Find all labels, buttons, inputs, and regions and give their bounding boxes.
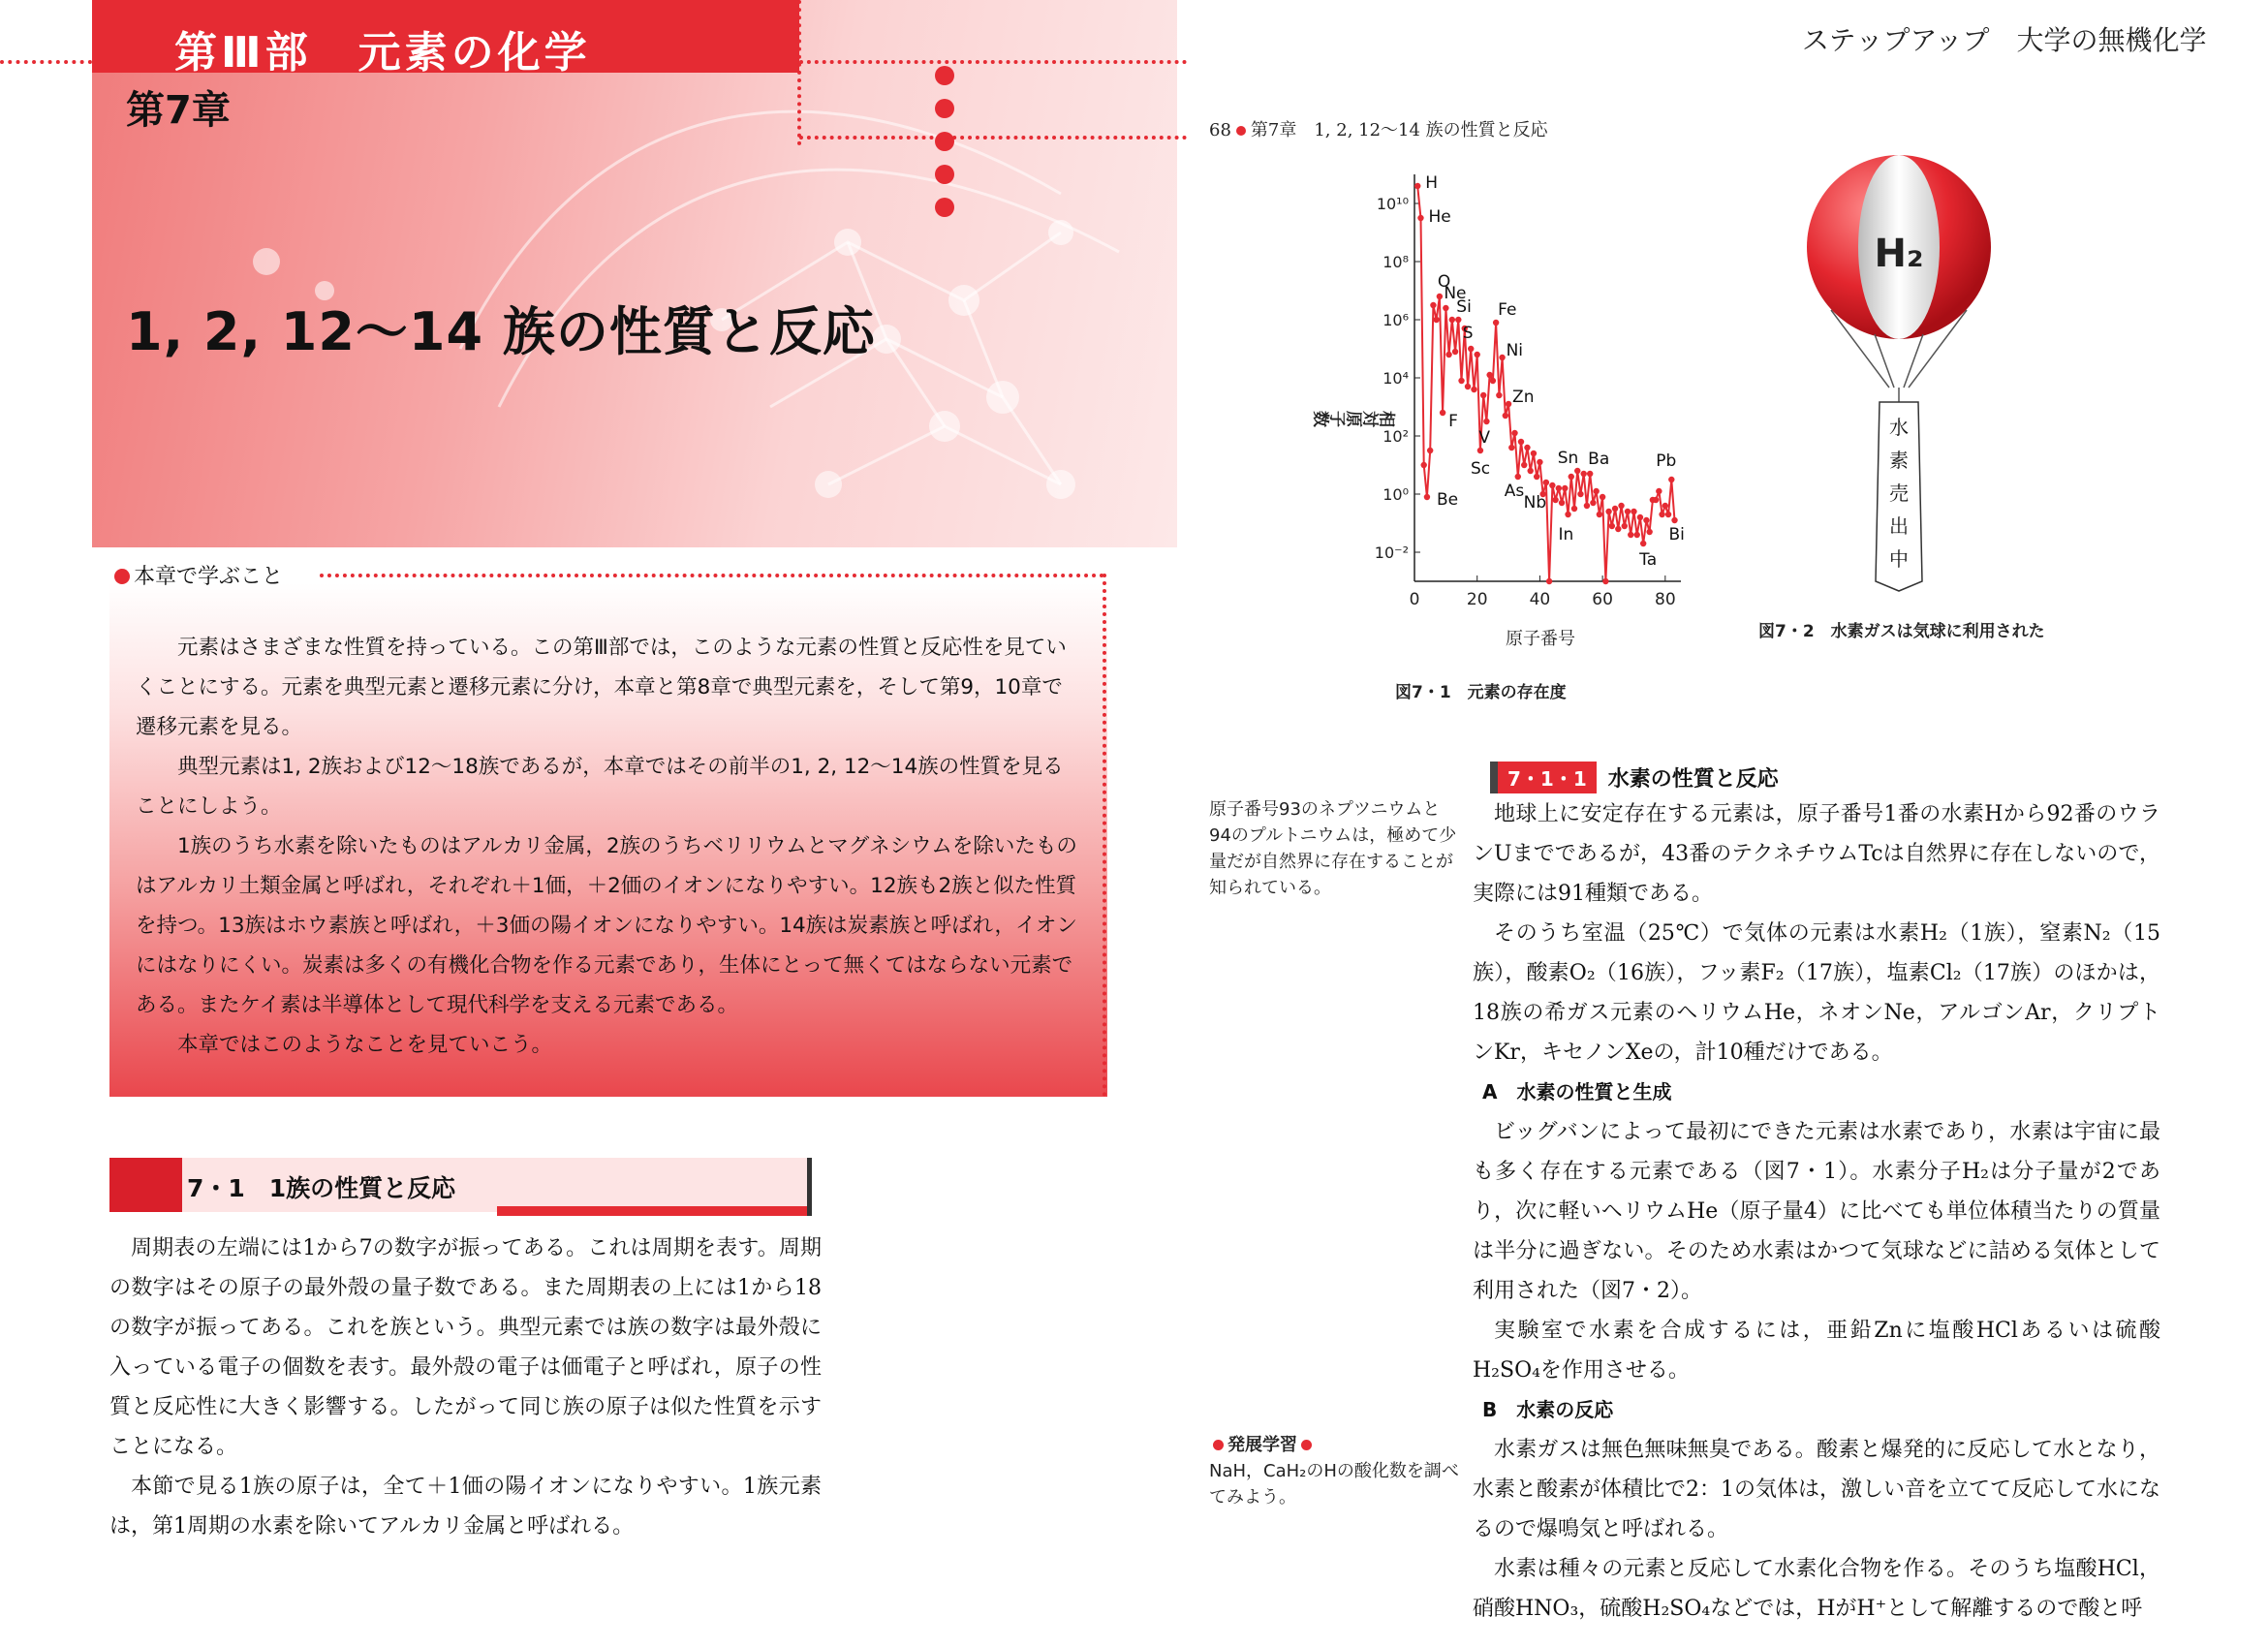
abundance-point	[1515, 474, 1521, 480]
abundance-point	[1600, 494, 1605, 500]
abundance-point	[1496, 392, 1502, 398]
body-text-left	[109, 1228, 822, 1546]
abundance-point	[1499, 355, 1505, 360]
section-heading-rule	[807, 1158, 812, 1216]
abundance-point	[1612, 506, 1618, 512]
part-title: 第Ⅲ部 元素の化学	[174, 28, 591, 78]
y-tick-label: 10¹⁰	[1376, 195, 1409, 213]
balloon-label: H₂	[1874, 232, 1924, 276]
abundance-point	[1528, 468, 1534, 474]
bullet-icon	[1213, 1440, 1224, 1450]
y-tick-label: 10⁴	[1383, 369, 1409, 388]
abundance-point	[1511, 430, 1517, 436]
molecule-decoration	[92, 0, 1177, 547]
summary-heading	[114, 560, 283, 590]
abundance-point	[1490, 378, 1496, 384]
abundance-point	[1531, 451, 1537, 456]
summary-paragraph: 元素はさまざまな性質を持っている。この第Ⅲ部では，このような元素の性質と反応性を見ていくことにする。元素を典型元素と遷移元素に分け，本章と第8章で典型元素を，そして第9，10章で遷移元素を見る。	[136, 636, 1067, 739]
running-head-text: 第7章 1, 2, 12～14 族の性質と反応	[1250, 120, 1548, 140]
x-tick-label: 60	[1592, 590, 1613, 609]
element-label: F	[1448, 412, 1458, 431]
abundance-point	[1562, 485, 1568, 491]
summary-paragraph: 本章ではこのようなことを見ていこう。	[177, 1033, 553, 1057]
banner-char: 出	[1889, 514, 1909, 538]
subsection-heading	[1490, 762, 1779, 793]
banner-char: 素	[1889, 449, 1909, 472]
abundance-point	[1493, 320, 1499, 326]
element-label: S	[1462, 324, 1474, 343]
abundance-point	[1443, 305, 1448, 311]
advanced-study-note	[1209, 1432, 1466, 1510]
abundance-point	[1618, 503, 1624, 509]
abundance-point	[1643, 517, 1649, 523]
element-label: Sn	[1557, 449, 1579, 468]
abundance-point	[1609, 523, 1615, 529]
body-paragraph: そのうち室温（25℃）で気体の元素は水素H₂（1族），窒素N₂（15族），酸素O₂（16族），フッ素F₂（17族），塩素Cl₂（17族）のほかは，18族の希ガス元素のヘリウムHe，ネオンNe，アルゴンAr，クリプトンKr，キセノンXeの，計10種だけである。	[1473, 921, 2160, 1065]
abundance-point	[1534, 474, 1539, 480]
body-paragraph: 地球上に安定存在する元素は，原子番号1番の水素Hから92番のウランUまでであるが，43番のテクネチウムTcは自然界に存在しないので，実際には91種類である。	[1473, 802, 2160, 906]
bullet-icon	[1236, 126, 1246, 136]
abundance-point	[1574, 468, 1580, 474]
abundance-point	[1433, 317, 1439, 323]
x-tick-label: 20	[1466, 590, 1488, 609]
abundance-point	[1587, 471, 1593, 477]
abundance-point	[1421, 462, 1427, 468]
banner-char: 水	[1889, 416, 1909, 439]
abundance-point	[1430, 302, 1436, 308]
abundance-point	[1471, 387, 1476, 392]
y-tick-label: 10⁸	[1383, 253, 1409, 271]
element-label: Nb	[1523, 493, 1547, 513]
body-paragraph: 周期表の左端には1から7の数字が振ってある。これは周期を表す。周期の数字はその原子の最外殻の量子数である。また周期表の上には1から18の数字が振ってある。これを族という。典型元素では族の数字は最外殻に入っている電子の個数を表す。最外殻の電子は価電子と呼ばれ，原子の性質と反応性に大きく影響する。したがって同じ族の原子は似た性質を示すことになる。	[109, 1236, 822, 1459]
abundance-point	[1571, 506, 1577, 512]
abundance-point	[1506, 401, 1511, 407]
abundance-point	[1640, 541, 1646, 546]
dotted-rule	[797, 0, 801, 145]
y-tick-label: 10⁻²	[1374, 544, 1409, 562]
abundance-point	[1637, 514, 1643, 520]
chapter-title: 1, 2, 12～14 族の性質と反応	[126, 301, 876, 362]
chart-series	[1414, 183, 1678, 584]
section-heading-underline	[497, 1206, 812, 1216]
abundance-point	[1452, 349, 1458, 355]
element-label: Fe	[1498, 300, 1517, 320]
chart-x-axis-label: 原子番号	[1506, 629, 1575, 649]
abundance-point	[1521, 462, 1527, 468]
bullet-icon	[114, 569, 130, 584]
abundance-point	[1543, 480, 1549, 485]
abundance-point	[1445, 352, 1451, 358]
x-tick-label: 80	[1655, 590, 1676, 609]
running-head	[1209, 116, 1548, 141]
abundance-point	[1524, 445, 1530, 451]
banner-char: 売	[1889, 482, 1909, 505]
abundance-point	[1503, 413, 1508, 419]
abundance-point	[1537, 459, 1542, 465]
element-label: Ne	[1444, 284, 1467, 303]
element-label: As	[1504, 482, 1525, 501]
abundance-point	[1581, 471, 1587, 477]
body-text-right	[1473, 794, 2160, 1629]
abundance-point	[1546, 578, 1552, 584]
abundance-point	[1659, 512, 1664, 517]
subsection-title: 水素の性質と反応	[1607, 767, 1779, 792]
abundance-point	[1615, 526, 1621, 532]
element-label: Sc	[1470, 459, 1491, 479]
heading-a: A 水素の性質と生成	[1482, 1080, 1672, 1104]
abundance-point	[1577, 491, 1583, 497]
abundance-point	[1483, 419, 1489, 424]
summary-heading-text: 本章で学ぶこと	[134, 565, 284, 589]
abundance-point	[1565, 512, 1570, 517]
abundance-point	[1427, 448, 1433, 453]
dotted-rule	[799, 60, 1187, 64]
abundance-point	[1437, 294, 1443, 299]
dotted-rule	[1103, 574, 1106, 1097]
hydrogen-balloon-illustration	[1802, 126, 1996, 601]
abundance-point	[1458, 378, 1464, 384]
section-title: 7・1 1族の性質と反応	[187, 1174, 456, 1202]
abundance-point	[1590, 500, 1596, 506]
summary-paragraph: 典型元素は1, 2族および12～18族であるが，本章ではその前半の1, 2, 12～14族の性質を見ることにしよう。	[136, 755, 1064, 819]
book-title: ステップアップ 大学の無機化学	[1802, 24, 2207, 56]
abundance-point	[1549, 482, 1555, 488]
element-label: Bi	[1668, 525, 1685, 544]
dotted-rule	[799, 136, 1187, 140]
element-label: In	[1558, 525, 1574, 544]
abundance-point	[1597, 512, 1602, 517]
page-number: 68	[1209, 120, 1231, 140]
summary-paragraph: 1族のうち水素を除いたものはアルカリ金属，2族のうちベリリウムとマグネシウムを除いたものはアルカリ土類金属と呼ばれ，それぞれ＋1価，＋2価のイオンになりやすい。12族も2族と似た性質を持つ。13族はホウ素族と呼ばれ，＋3価の陽イオンになりやすい。14族は炭素族と呼ばれ，イオンにはなりにくい。炭素は多くの有機化合物を作る元素であり，生体にとって無くてはならない元素である。またケイ素は半導体として現代科学を支える元素である。	[136, 834, 1077, 1017]
abundance-point	[1646, 529, 1652, 535]
element-label: Zn	[1512, 388, 1535, 407]
abundance-point	[1656, 488, 1662, 494]
element-label: Be	[1436, 490, 1459, 510]
abundance-point	[1455, 317, 1461, 323]
element-label: Si	[1456, 297, 1472, 317]
section-heading	[109, 1158, 812, 1214]
body-paragraph: 本節で見る1族の原子は，全て＋1価の陽イオンになりやすい。1族元素は，第1周期の水素を除いてアルカリ金属と呼ばれる。	[109, 1475, 822, 1539]
y-tick-label: 10²	[1383, 427, 1409, 446]
figure-1-caption: 図7・1 元素の存在度	[1395, 683, 1567, 702]
abundance-point	[1486, 372, 1492, 378]
x-tick-label: 40	[1529, 590, 1551, 609]
abundance-point	[1662, 503, 1668, 509]
element-label: Pb	[1656, 451, 1677, 471]
banner-char: 中	[1889, 547, 1909, 571]
abundance-point	[1625, 509, 1631, 514]
abundance-point	[1414, 183, 1420, 189]
abundance-point	[1556, 485, 1562, 491]
x-tick-label: 0	[1409, 590, 1420, 609]
advanced-study-text: NaH，CaH₂のHの酸化数を調べてみよう。	[1209, 1461, 1459, 1508]
element-label: Ni	[1506, 341, 1524, 360]
abundance-point	[1477, 448, 1483, 453]
y-tick-label: 10⁶	[1383, 311, 1409, 329]
element-label: Ba	[1588, 450, 1610, 469]
summary-text	[136, 628, 1080, 1065]
element-label: O	[1437, 272, 1451, 292]
abundance-point	[1605, 509, 1611, 514]
abundance-point	[1552, 497, 1558, 503]
abundance-point	[1634, 532, 1640, 538]
y-tick-label: 10⁰	[1383, 485, 1409, 504]
section-heading-accent	[109, 1158, 182, 1212]
chapter-label: 第7章	[126, 88, 231, 133]
abundance-point	[1631, 509, 1636, 514]
body-paragraph: 水素は種々の元素と反応して水素化合物を作る。そのうち塩酸HCl，硝酸HNO₃，硫酸H₂SO₄などでは，HがH⁺として解離するので酸と呼	[1473, 1557, 2160, 1621]
figure-2-caption: 図7・2 水素ガスは気球に利用された	[1758, 622, 2045, 641]
subsection-number: 7・1・1	[1490, 762, 1597, 793]
abundance-point	[1449, 317, 1455, 323]
abundance-point	[1440, 410, 1445, 416]
body-paragraph: 実験室で水素を合成するには，亜鉛Znに塩酸HClあるいは硫酸H₂SO₄を作用させる。	[1473, 1319, 2160, 1383]
abundance-point	[1559, 500, 1565, 506]
body-paragraph: 水素ガスは無色無味無臭である。酸素と爆発的に反応して水となり，水素と酸素が体積比で2：1の気体は，激しい音を立てて反応して水になるので爆鳴気と呼ばれる。	[1473, 1438, 2160, 1541]
abundance-point	[1622, 523, 1628, 529]
abundance-point	[1480, 392, 1486, 398]
dotted-rule	[320, 574, 1104, 577]
element-label: He	[1428, 207, 1451, 227]
element-label: H	[1425, 173, 1439, 193]
dotted-rule	[0, 60, 92, 64]
abundance-point	[1593, 488, 1599, 494]
abundance-point	[1628, 532, 1633, 538]
abundance-point	[1417, 215, 1423, 221]
element-label: V	[1478, 428, 1491, 448]
abundance-point	[1671, 517, 1677, 523]
abundance-point	[1508, 445, 1514, 451]
bullet-icon	[1301, 1440, 1312, 1450]
abundance-point	[1475, 352, 1480, 358]
abundance-point	[1602, 578, 1608, 584]
abundance-point	[1518, 439, 1524, 445]
chart-annotations	[1425, 173, 1685, 570]
abundance-point	[1424, 494, 1430, 500]
heading-b: B 水素の反応	[1482, 1398, 1614, 1421]
margin-note: 原子番号93のネプツニウムと94のプルトニウムは，極めて少量だが自然界に存在することが知られている。	[1209, 799, 1457, 898]
element-label: Ta	[1639, 550, 1658, 570]
abundance-point	[1569, 474, 1574, 480]
abundance-point	[1653, 497, 1659, 503]
chart-y-axis-label: 相対原子数	[1313, 407, 1396, 426]
advanced-study-label	[1209, 1432, 1466, 1458]
abundance-point	[1468, 346, 1474, 352]
abundance-point	[1665, 512, 1671, 517]
abundance-point	[1668, 477, 1674, 482]
body-paragraph: ビッグバンによって最初にできた元素は水素であり，水素は宇宙に最も多く存在する元素である（図7・1）。水素分子H₂は分子量が2であり，次に軽いヘリウムHe（原子量4）に比べても単位体積当たりの質量は半分に過ぎない。そのため水素はかつて気球などに詰める気体として利用された（図7・2）。	[1473, 1120, 2161, 1303]
abundance-chart	[1313, 170, 1686, 649]
abundance-point	[1465, 384, 1471, 389]
abundance-point	[1584, 503, 1590, 509]
advanced-study-label-text: 発展学習	[1227, 1435, 1297, 1455]
